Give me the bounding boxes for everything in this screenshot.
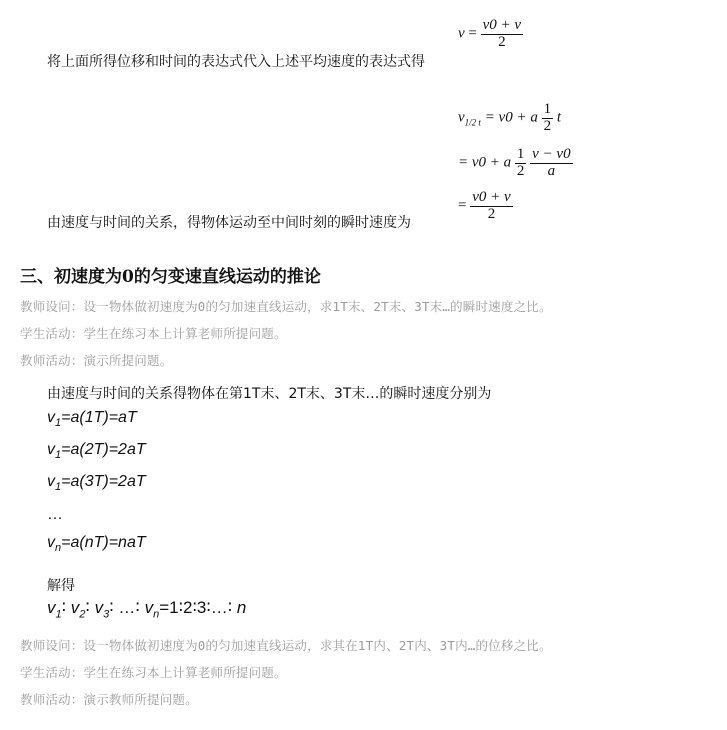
equation-v1 <box>47 409 137 429</box>
fraction-denominator: 2 <box>487 205 496 222</box>
ratio-var: v <box>94 598 104 617</box>
fraction-denominator: 2 <box>543 117 552 134</box>
eq-rest: =a(nT)=naT <box>61 534 146 551</box>
eq-var: v <box>47 473 55 490</box>
student-activity-1: 学生活动：学生在练习本上计算老师所提问题。 <box>20 326 287 341</box>
eq-subscript: 1 <box>55 481 62 494</box>
eq-subscript: 1 <box>55 449 62 462</box>
ratio-var: v <box>47 598 56 617</box>
formula-fraction <box>530 147 572 180</box>
fraction-numerator: 1 <box>516 146 525 162</box>
formula-lhs: v <box>458 109 465 126</box>
fraction-denominator: 2 <box>498 33 506 50</box>
equation-ellipsis <box>47 506 63 524</box>
paragraph-substitution: 将上面所得位移和时间的表达式代入上述平均速度的表达式得 <box>47 54 425 70</box>
formula-fraction <box>481 18 523 51</box>
fraction-numerator: v0 + v <box>472 189 511 205</box>
ratio-subscript: 3 <box>103 608 110 621</box>
formula-fraction <box>515 147 527 180</box>
teacher-activity-2: 教师活动：演示教师所提问题。 <box>20 692 198 707</box>
teacher-activity-1: 教师活动：演示所提问题。 <box>20 353 173 368</box>
fraction-numerator: v − v0 <box>532 146 571 162</box>
fraction-denominator: 2 <box>516 162 525 179</box>
solve-label: 解得 <box>47 578 75 594</box>
velocity-ratio <box>47 598 246 620</box>
teacher-question-2: 教师设问：设一物体做初速度为0的匀加速直线运动，求其在1T内、2T内、3T内…的位移之比。 <box>20 638 552 653</box>
equation-vn <box>47 534 146 554</box>
eq-var: … <box>47 506 63 523</box>
ratio-colon: ∶ <box>61 598 67 617</box>
formula-average-velocity <box>458 18 523 51</box>
formula-lhs: v <box>458 25 465 42</box>
eq-var: v <box>47 534 55 551</box>
ratio-rhs: =1∶2∶3∶…∶ <box>159 598 233 617</box>
paragraph-mid-time: 由速度与时间的关系，得物体运动至中间时刻的瞬时速度为 <box>47 215 411 231</box>
equation-v2 <box>47 441 146 461</box>
formula-fraction <box>470 190 512 223</box>
formula-mid-time-velocity-line2 <box>458 147 573 180</box>
ratio-colon: ∶ <box>109 598 114 617</box>
ratio-subscript: 1 <box>55 608 62 621</box>
eq-rest: =a(3T)=2aT <box>61 473 146 490</box>
ratio-dots: … <box>118 598 136 617</box>
ratio-colon: ∶ <box>85 598 90 617</box>
formula-eq: = <box>458 197 467 214</box>
eq-var: v <box>47 409 55 426</box>
formula-eq: = <box>468 25 477 42</box>
ratio-subscript: 2 <box>79 608 86 621</box>
formula-tail: t <box>556 109 562 126</box>
formula-rhs: = v0 + a <box>484 109 538 126</box>
eq-var: v <box>47 441 55 458</box>
equation-v3 <box>47 473 146 493</box>
fraction-denominator: a <box>547 162 556 179</box>
section-heading: 三、初速度为0的匀变速直线运动的推论 <box>20 267 321 287</box>
eq-subscript: 1 <box>55 417 62 430</box>
ratio-n: n <box>236 598 247 617</box>
eq-rest: =a(1T)=aT <box>61 409 137 426</box>
eq-rest: =a(2T)=2aT <box>61 441 146 458</box>
student-activity-2: 学生活动：学生在练习本上计算老师所提问题。 <box>20 665 287 680</box>
fraction-numerator: 1 <box>543 101 552 117</box>
ratio-colon: ∶ <box>135 598 140 617</box>
ratio-var: v <box>144 598 154 617</box>
formula-mid-time-velocity-line1 <box>458 102 561 135</box>
formula-mid-time-velocity-line3 <box>458 190 513 223</box>
formula-subscript: 1/2 t <box>464 117 481 128</box>
formula-fraction <box>542 102 554 135</box>
paragraph-instant-velocities: 由速度与时间的关系得物体在第1T末、2T末、3T末…的瞬时速度分别为 <box>47 386 492 402</box>
ratio-var: v <box>70 598 80 617</box>
fraction-numerator: v0 + v <box>482 17 522 33</box>
ratio-subscript: n <box>153 608 160 621</box>
formula-rhs: = v0 + a <box>458 154 512 171</box>
teacher-question-1: 教师设问：设一物体做初速度为0的匀加速直线运动，求1T末、2T末、3T末…的瞬时速度之比。 <box>20 299 552 314</box>
eq-subscript: n <box>55 542 62 555</box>
